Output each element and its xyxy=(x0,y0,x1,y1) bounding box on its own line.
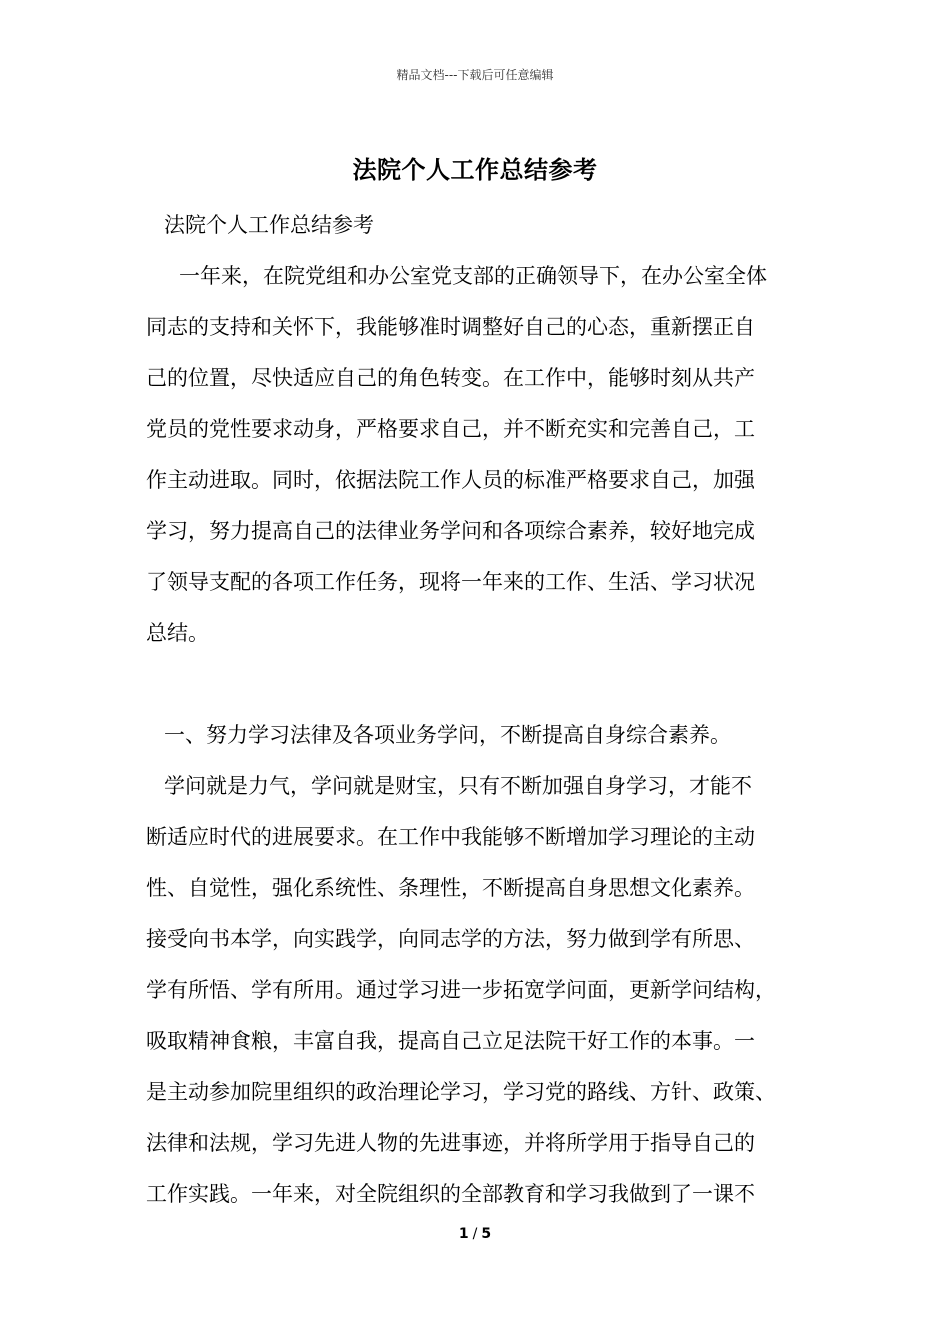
paragraph-2-line: 法律和法规，学习先进人物的先进事迹，并将所学用于指导自己的 xyxy=(146,1131,755,1155)
paragraph-2-line: 是主动参加院里组织的政治理论学习，学习党的路线、方针、政策、 xyxy=(146,1080,776,1104)
paragraph-2-line: 学有所悟、学有所用。通过学习进一步拓宽学问面，更新学问结构， xyxy=(146,978,776,1002)
document-title: 法院个人工作总结参考 xyxy=(352,155,598,184)
section-1-heading: 一、努力学习法律及各项业务学问，不断提高自身综合素养。 xyxy=(164,723,731,747)
header-note: 精品文档---下载后可任意编辑 xyxy=(396,68,554,82)
page-total: 5 xyxy=(481,1226,492,1242)
paragraph-2-line: 吸取精神食粮，丰富自我，提高自己立足法院干好工作的本事。一 xyxy=(146,1029,755,1053)
paragraph-2-line: 接受向书本学，向实践学，向同志学的方法，努力做到学有所思、 xyxy=(146,927,755,951)
paragraph-spacer xyxy=(146,659,811,710)
paragraph-1-line: 学习，努力提高自己的法律业务学问和各项综合素养，较好地完成 xyxy=(146,519,755,543)
document-body xyxy=(146,200,811,1220)
paragraph-1-line: 党员的党性要求动身，严格要求自己，并不断充实和完善自己，工 xyxy=(146,417,755,441)
paragraph-2-line: 性、自觉性，强化系统性、条理性，不断提高自身思想文化素养。 xyxy=(146,876,755,900)
paragraph-2-line: 学问就是力气，学问就是财宝，只有不断加强自身学习，才能不 xyxy=(164,774,752,798)
page-number xyxy=(0,1226,950,1242)
paragraph-2-line: 工作实践。一年来，对全院组织的全部教育和学习我做到了一课不 xyxy=(146,1182,755,1206)
page-separator: / xyxy=(472,1226,478,1242)
page-current: 1 xyxy=(458,1226,469,1242)
paragraph-1-line: 作主动进取。同时，依据法院工作人员的标准严格要求自己，加强 xyxy=(146,468,755,492)
paragraph-2-line: 断适应时代的进展要求。在工作中我能够不断增加学习理论的主动 xyxy=(146,825,755,849)
paragraph-1-line: 己的位置，尽快适应自己的角色转变。在工作中，能够时刻从共产 xyxy=(146,366,755,390)
paragraph-1-line: 总结。 xyxy=(146,621,209,645)
paragraph-1-line: 一年来，在院党组和办公室党支部的正确领导下，在办公室全体 xyxy=(179,264,767,288)
paragraph-1-line: 同志的支持和关怀下，我能够准时调整好自己的心态，重新摆正自 xyxy=(146,315,755,339)
paragraph-1-line: 了领导支配的各项工作任务，现将一年来的工作、生活、学习状况 xyxy=(146,570,755,594)
document-subtitle: 法院个人工作总结参考 xyxy=(164,213,374,237)
